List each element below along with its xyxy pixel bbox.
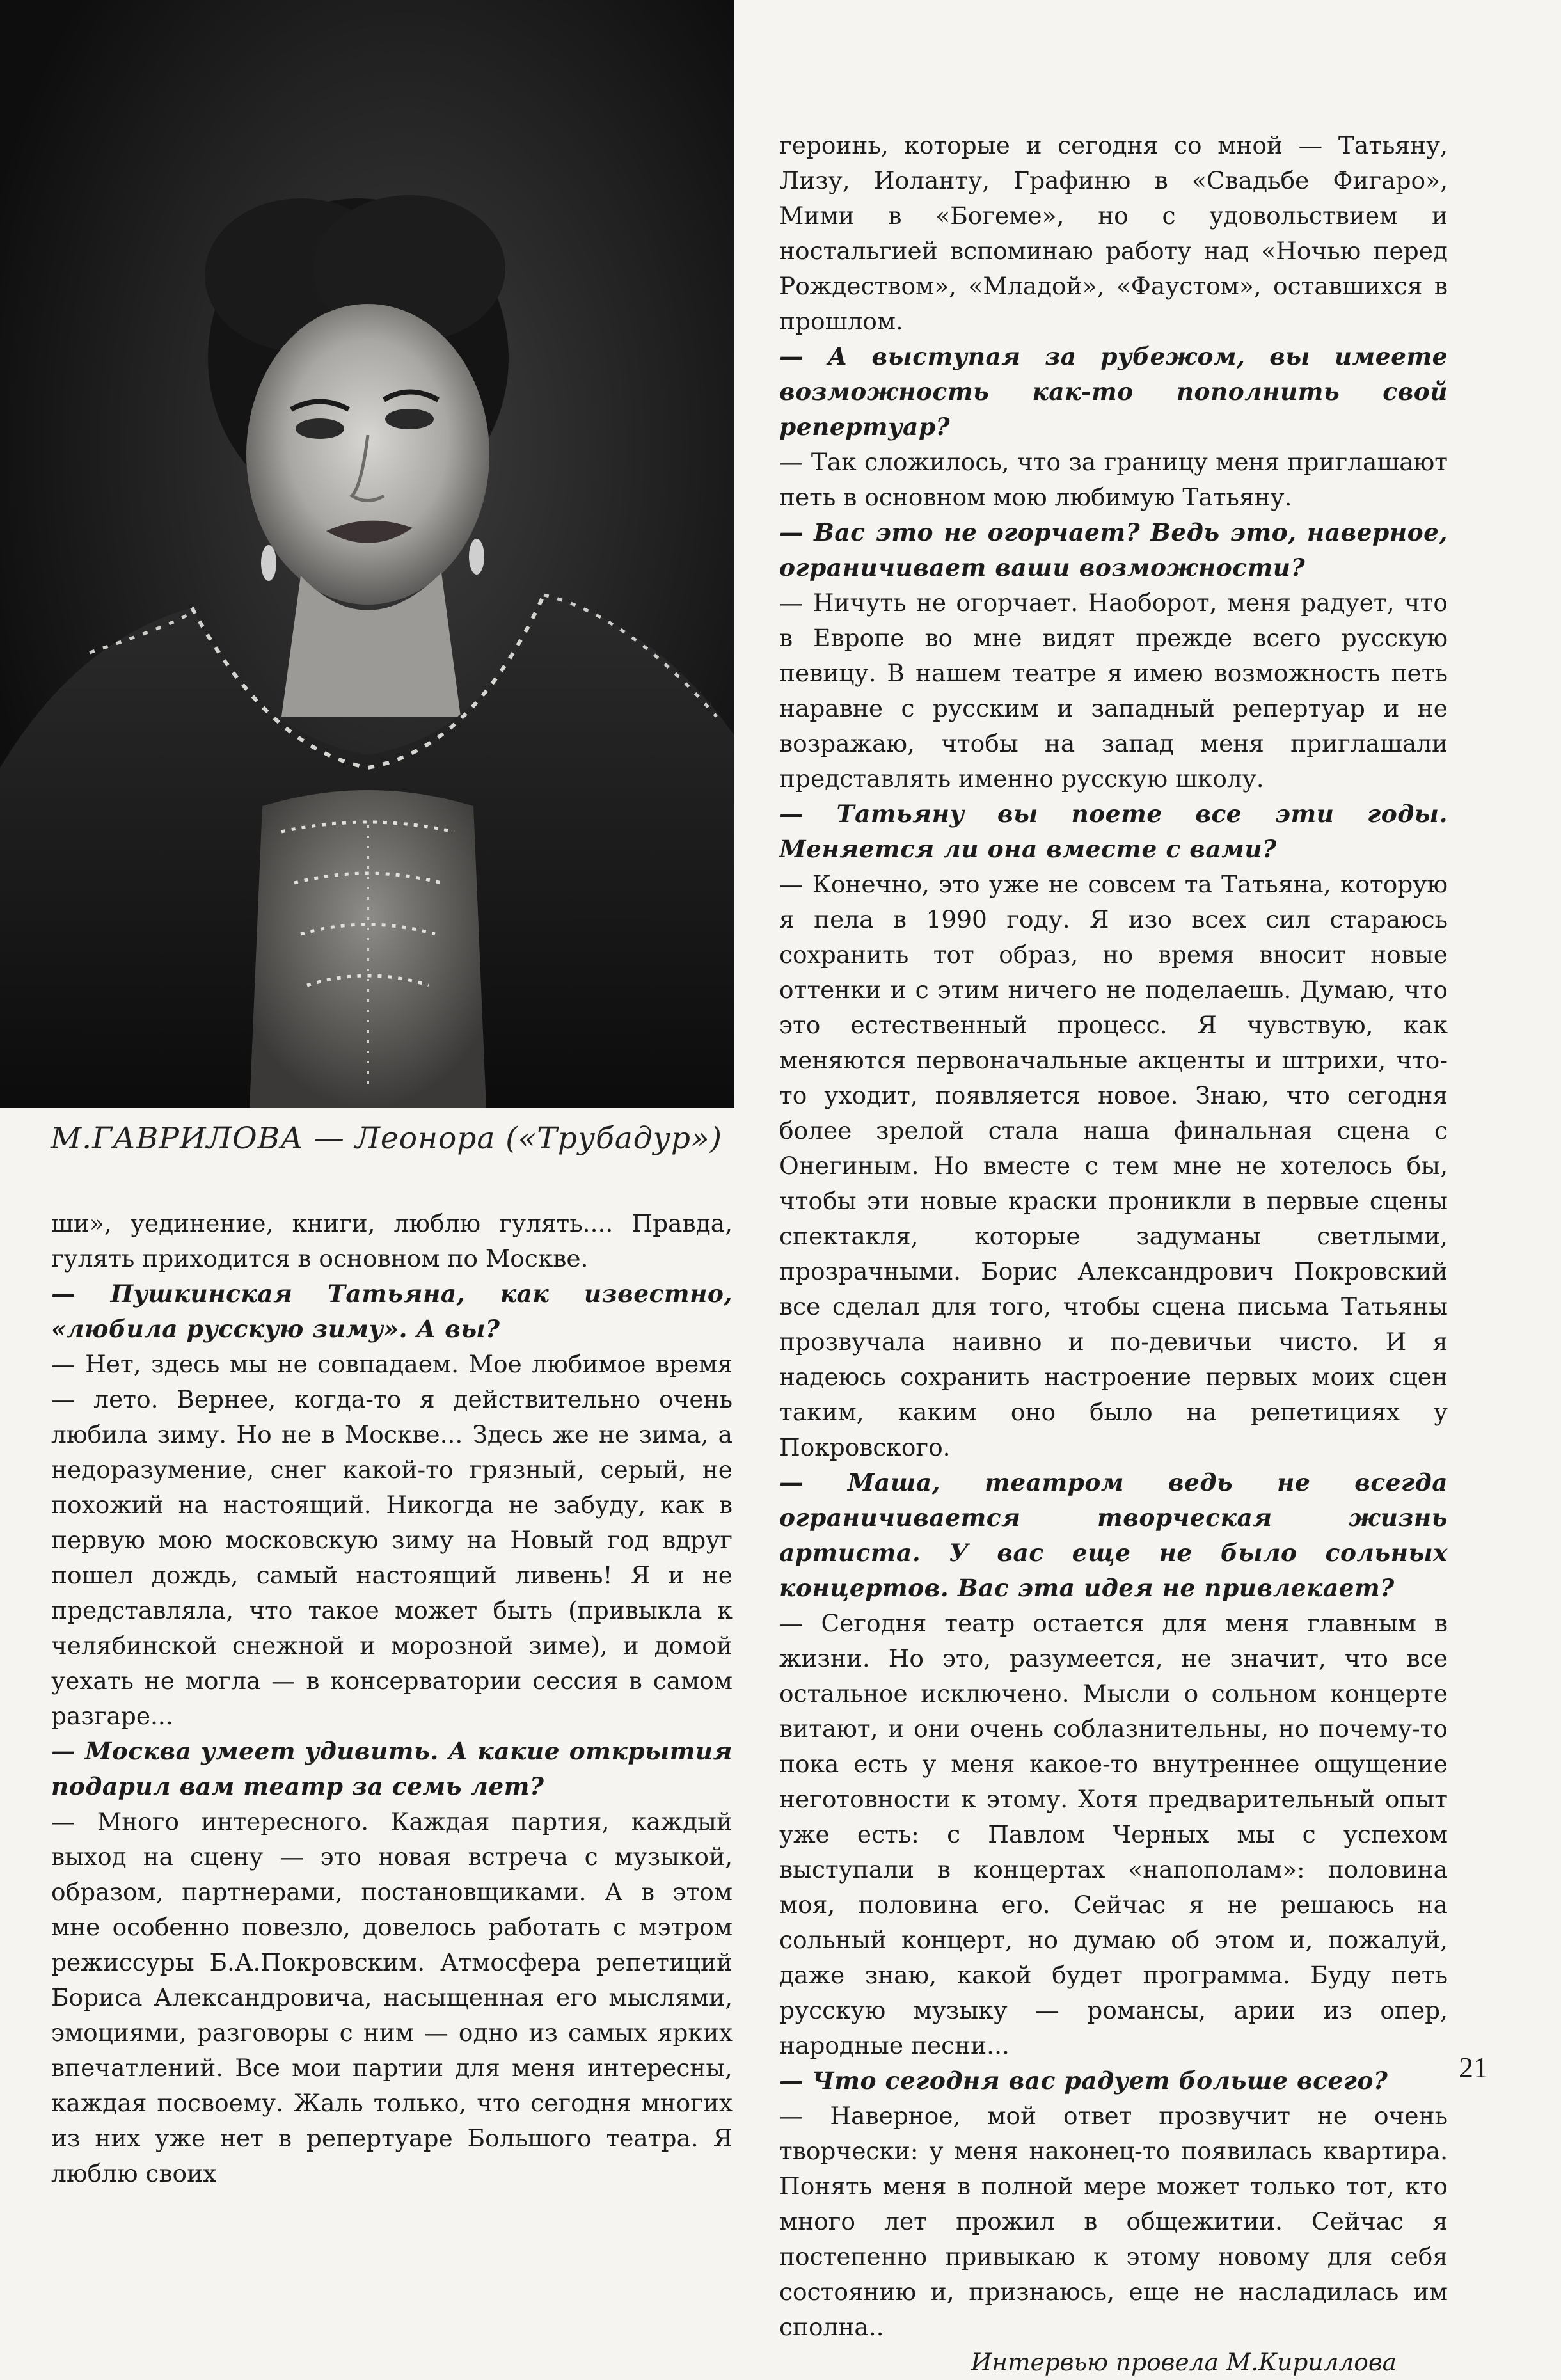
answer-paragraph: ши», уединение, книги, люблю гулять.... Правда, гулять приходится в основном по Москве. [51, 1209, 733, 1273]
answer-paragraph: — Так сложилось, что за границу меня приглашают петь в основном мою любимую Татьяну. [779, 448, 1448, 511]
question-paragraph: — А выступая за рубежом, вы имеете возможность как-то пополнить свой репертуар? [779, 342, 1448, 441]
answer-paragraph: — Много интересного. Каждая партия, каждый выход на сцену — это новая встреча с музыкой, образом, партнерами, постановщиками. А в этом мне особенно повезло, довелось работать с мэтром режиссуры Б.А.Покровским. Атмосфера репетиций Бориса Александровича, насыщенная его мыслями, эмоциями, разговоры с ним — одно из самых ярких впечатлений. Все мои партии для меня интересны, каждая посвоему. Жаль только, что сегодня многих из них уже нет в репертуаре Большого театра. Я люблю своих [51, 1807, 733, 2187]
portrait-illustration [0, 0, 734, 1108]
answer-paragraph: — Ничуть не огорчает. Наоборот, меня радует, что в Европе во мне видят прежде всего русскую певицу. В нашем театре я имею возможность петь наравне с русским и западный репертуар и не возражаю, чтобы на запад меня приглашали представлять именно русскую школу. [779, 589, 1448, 793]
portrait-photo [0, 0, 734, 1108]
answer-paragraph: — Нет, здесь мы не совпадаем. Мое любимое время — лето. Вернее, когда-то я действительно очень любила зиму. Но не в Москве... Здесь же не зима, а недоразумение, снег какой-то грязный, серый, не похожий на настоящий. Никогда не забуду, как в первую мою московскую зиму на Новый год вдруг пошел дождь, самый настоящий ливень! Я и не представляла, что такое может быть (привыкла к челябинской снежной и морозной зиме), и домой уехать не могла — в консерватории сессия в самом разгаре... [51, 1350, 733, 1730]
question-paragraph: — Татьяну вы поете все эти годы. Меняется ли она вместе с вами? [779, 800, 1448, 863]
interviewer-signature: Интервью провела М.Кириллова [971, 2348, 1397, 2376]
article-column-left [51, 1206, 733, 2191]
answer-paragraph: героинь, которые и сегодня со мной — Татьяну, Лизу, Иоланту, Графиню в «Свадьбе Фигаро», Мими в «Богеме», но с удовольствием и ностальгией вспоминаю работу над «Ночью перед Рождеством», «Младой», «Фаустом», оставшихся в прошлом. [779, 131, 1448, 335]
question-paragraph: — Москва умеет удивить. А какие открытия подарил вам театр за семь лет? [51, 1737, 733, 1800]
article-column-right [779, 128, 1448, 2380]
photo-caption: М.ГАВРИЛОВА — Леонора («Трубадур») [50, 1121, 723, 1156]
answer-paragraph: — Наверное, мой ответ прозвучит не очень творчески: у меня наконец-то появилась квартира. Понять меня в полной мере может только тот, кто много лет прожил в общежитии. Сейчас я постепенно привыкаю к этому новому для себя состоянию и, признаюсь, еще не насладилась им сполна.. [779, 2102, 1448, 2341]
question-paragraph: — Пушкинская Татьяна, как известно, «любила русскую зиму». А вы? [51, 1280, 733, 1343]
question-paragraph: — Что сегодня вас радует больше всего? [779, 2067, 1388, 2095]
question-paragraph: — Вас это не огорчает? Ведь это, наверное, ограничивает ваши возможности? [779, 518, 1448, 582]
page-number: 21 [1459, 2051, 1488, 2084]
answer-paragraph: — Конечно, это уже не совсем та Татьяна, которую я пела в 1990 году. Я изо всех сил стараюсь сохранить тот образ, но время вносит новые оттенки и с этим ничего не поделаешь. Думаю, что это естественный процесс. Я чувствую, как меняются первоначальные акценты и штрихи, что-то уходит, появляется новое. Знаю, что сегодня более зрелой стала наша финальная сцена с Онегиным. Но вместе с тем мне не хотелось бы, чтобы эти новые краски проникли в первые сцены спектакля, которые задуманы светлыми, прозрачными. Борис Александрович Покровский все сделал для того, чтобы сцена письма Татьяны прозвучала наивно и по-девичьи чисто. И я надеюсь сохранить настроение первых моих сцен таким, каким оно было на репетициях у Покровского. [779, 870, 1448, 1461]
question-paragraph: — Маша, театром ведь не всегда ограничивается творческая жизнь артиста. У вас еще не было сольных концертов. Вас эта идея не привлекает? [779, 1468, 1448, 1602]
answer-paragraph: — Сегодня театр остается для меня главным в жизни. Но это, разумеется, не значит, что все остальное исключено. Мысли о сольном концерте витают, и они очень соблазнительны, но почему-то пока есть у меня какое-то внутреннее ощущение неготовности к этому. Хотя предварительный опыт уже есть: с Павлом Черных мы с успехом выступали в концертах «напополам»: половина моя, половина его. Сейчас я не решаюсь на сольный концерт, но думаю об этом и, пожалуй, даже знаю, какой будет программа. Буду петь русскую музыку — романсы, арии из опер, народные песни... [779, 1609, 1448, 2059]
